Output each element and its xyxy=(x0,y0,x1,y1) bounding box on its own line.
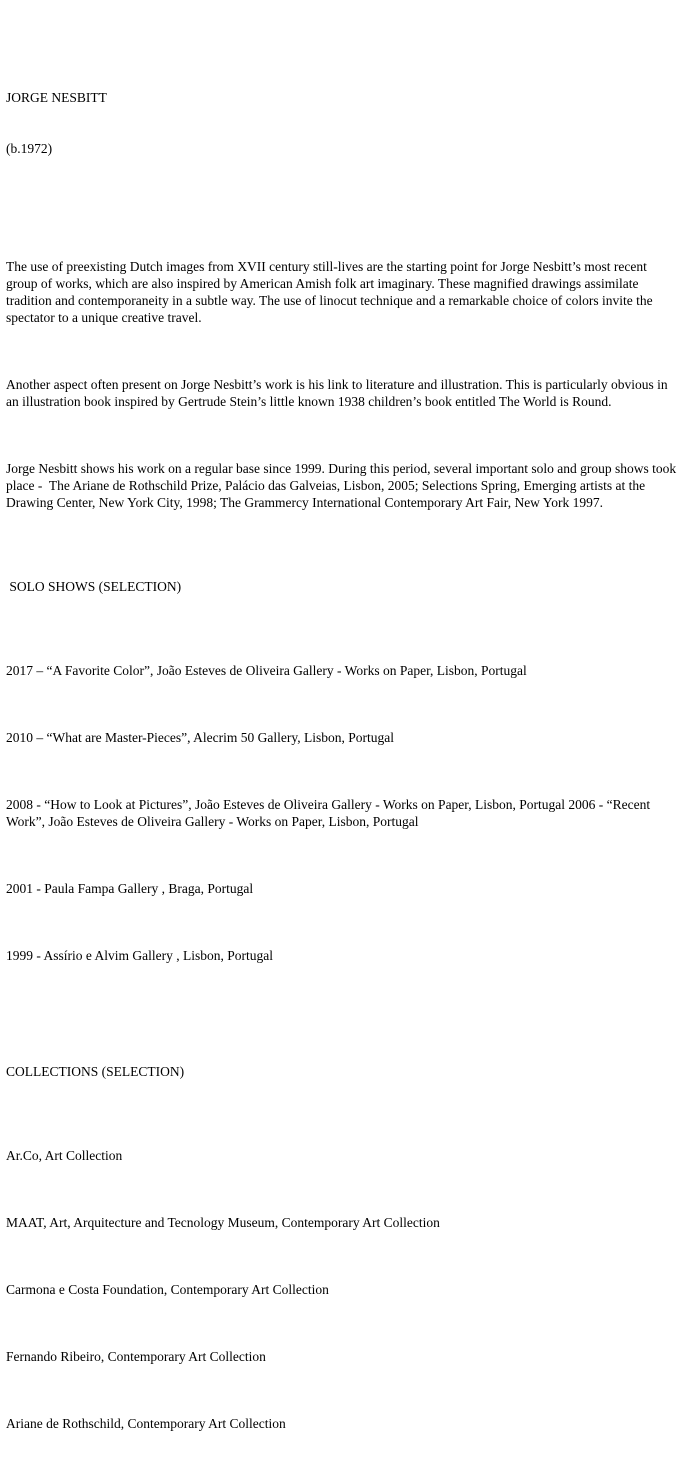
artist-name: JORGE NESBITT xyxy=(6,90,107,105)
solo-show-entry-1999: 1999 - Assírio e Alvim Gallery , Lisbon, Portugal xyxy=(6,948,273,963)
collection-entry-ariane-rothschild: Ariane de Rothschild, Contemporary Art Collection xyxy=(6,1416,286,1431)
collection-entry-arco: Ar.Co, Art Collection xyxy=(6,1148,123,1163)
document-header xyxy=(6,55,681,191)
solo-shows-heading: SOLO SHOWS (SELECTION) xyxy=(6,579,182,594)
solo-show-entry-2010: 2010 – “What are Master-Pieces”, Alecrim 50 Gallery, Lisbon, Portugal xyxy=(6,730,394,745)
collection-entry-maat: MAAT, Art, Arquitecture and Tecnology Museum, Contemporary Art Collection xyxy=(6,1215,440,1230)
bio-paragraph-2: Another aspect often present on Jorge Nesbitt’s work is his link to literature and illustration. This is particularly obvious in an illustration book inspired by Gertrude Stein’s little known 1938 children’s book entitled The World is Round. xyxy=(6,377,672,409)
solo-show-entry-2001: 2001 - Paula Fampa Gallery , Braga, Portugal xyxy=(6,881,254,896)
collection-entry-carmona-costa: Carmona e Costa Foundation, Contemporary Art Collection xyxy=(6,1282,329,1297)
solo-show-entry-2017: 2017 – “A Favorite Color”, João Esteves de Oliveira Gallery - Works on Paper, Lisbon, Portugal xyxy=(6,663,527,678)
solo-show-entry-2008-2006: 2008 - “How to Look at Pictures”, João Esteves de Oliveira Gallery - Works on Paper, Lisbon, Portugal 2006 - “Recent Work”, João Esteves de Oliveira Gallery - Works on Paper, Lisbon, Portugal xyxy=(6,797,654,829)
collection-entry-fernando-ribeiro: Fernando Ribeiro, Contemporary Art Collection xyxy=(6,1349,266,1364)
collections-heading: COLLECTIONS (SELECTION) xyxy=(6,1064,185,1079)
artist-birth-year: (b.1972) xyxy=(6,141,53,156)
bio-paragraph-1: The use of preexisting Dutch images from XVII century still-lives are the starting point for Jorge Nesbitt’s most recent group of works, which are also inspired by American Amish folk art imaginary. These magnified drawings assimilate tradition and contemporaneity in a subtle way. The use of linocut technique and a remarkable choice of colors invite the spectator to a unique creative travel. xyxy=(6,259,657,325)
bio-paragraph-3: Jorge Nesbitt shows his work on a regular base since 1999. During this period, several important solo and group shows took place - The Ariane de Rothschild Prize, Palácio das Galveias, Lisbon, 2005; Selections Spring, Emerging artists at the Drawing Center, New York City, 1998; The Grammercy International Contemporary Art Fair, New York 1997. xyxy=(6,461,680,510)
